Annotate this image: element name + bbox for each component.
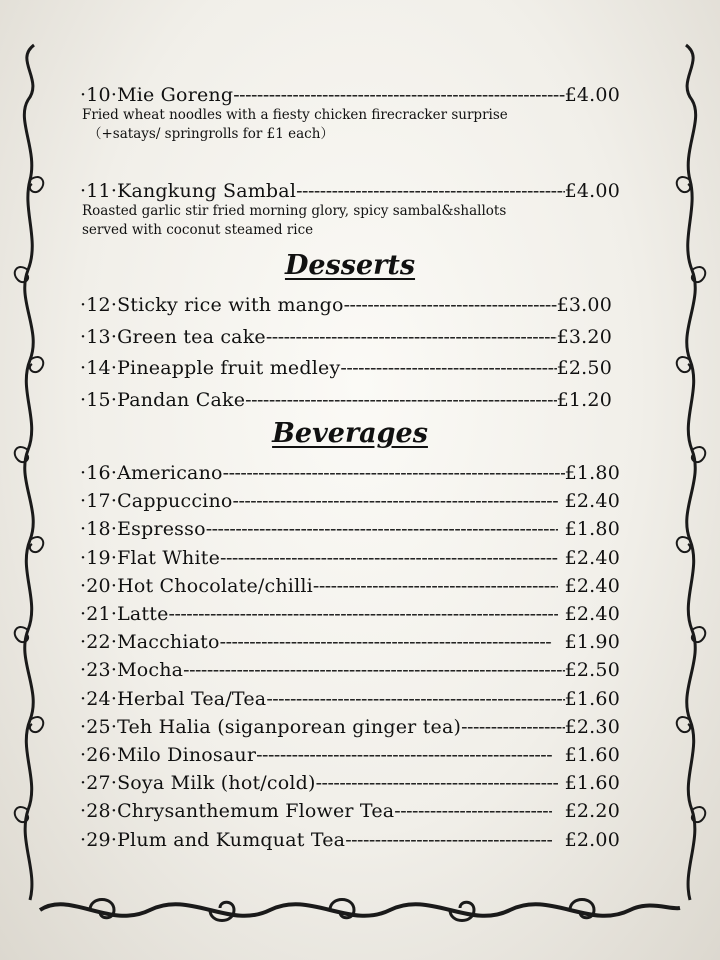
dot-leader — [183, 659, 564, 681]
item-price: £3.20 — [556, 325, 612, 348]
dot-leader — [245, 389, 556, 411]
menu-item-line — [80, 631, 620, 653]
item-name: Herbal Tea/Tea — [117, 687, 267, 710]
item-number: ·22· — [80, 631, 118, 654]
dot-leader — [220, 631, 552, 653]
item-price: £4.00 — [564, 180, 620, 202]
item-price: £1.80 — [558, 518, 620, 541]
item-price: £1.90 — [552, 631, 620, 654]
item-name: Flat White — [117, 546, 221, 569]
menu-item-line — [80, 326, 612, 348]
dot-leader — [316, 772, 559, 794]
menu-item — [80, 659, 620, 681]
dot-leader — [313, 575, 558, 597]
item-description: Roasted garlic stir fried morning glory, spicy sambal&shallots — [82, 203, 507, 219]
item-name: Plum and Kumquat Tea — [117, 828, 346, 851]
item-price: £2.40 — [558, 546, 620, 569]
menu-item-11 — [80, 180, 620, 240]
menu-item-line — [80, 518, 620, 540]
item-name: Green tea cake — [117, 325, 266, 348]
item-description: served with coconut steamed rice — [82, 222, 314, 238]
item-price: £2.40 — [558, 603, 620, 625]
item-name: Mie Goreng — [117, 84, 234, 106]
item-price: £2.30 — [564, 715, 620, 738]
item-number: ·27· — [80, 772, 118, 795]
item-name: Mocha — [117, 659, 184, 682]
dot-leader — [220, 547, 558, 569]
dot-leader — [296, 180, 564, 202]
item-description: Fried wheat noodles with a fiesty chicken firecracker surprise — [82, 107, 508, 123]
item-price: £1.20 — [556, 388, 612, 411]
dot-leader — [233, 490, 559, 512]
dot-leader — [256, 744, 552, 766]
item-number: ·26· — [80, 744, 118, 766]
item-price: £2.00 — [552, 828, 620, 851]
item-number: ·23· — [80, 659, 118, 682]
menu-item-line — [80, 357, 612, 379]
menu-item-line — [80, 547, 620, 569]
menu-item — [80, 603, 620, 625]
item-name: Hot Chocolate/chilli — [117, 574, 313, 597]
bottom-ornament-border — [30, 880, 690, 940]
menu-item — [80, 631, 620, 653]
item-name: Cappuccino — [117, 490, 233, 513]
item-name: Latte — [117, 603, 169, 625]
dot-leader — [340, 357, 556, 379]
item-number: ·28· — [80, 800, 118, 823]
item-name: Milo Dinosaur — [117, 744, 257, 766]
menu-item-line — [80, 84, 620, 106]
item-number: ·24· — [80, 687, 118, 710]
item-name: Americano — [117, 462, 223, 484]
item-price: £2.50 — [564, 659, 620, 682]
menu-item-line — [80, 462, 620, 484]
menu-item-line — [80, 294, 612, 316]
menu-item-line — [80, 603, 620, 625]
menu-item — [80, 462, 620, 484]
menu-item — [80, 389, 612, 411]
menu-item — [80, 575, 620, 597]
item-number: ·12· — [80, 294, 118, 316]
menu-item-line — [80, 180, 620, 202]
dot-leader — [394, 800, 552, 822]
item-number: ·19· — [80, 546, 118, 569]
item-number: ·10· — [80, 84, 118, 106]
item-name: Sticky rice with mango — [117, 294, 344, 316]
menu-item-line — [80, 659, 620, 681]
item-number: ·13· — [80, 325, 118, 348]
menu-item — [80, 744, 620, 766]
item-name: Pineapple fruit medley — [117, 357, 341, 379]
menu-item — [80, 688, 620, 710]
menu-item — [80, 547, 620, 569]
left-ornament-border — [4, 40, 54, 910]
menu-item-line — [80, 575, 620, 597]
menu-item — [80, 518, 620, 540]
dot-leader — [169, 603, 559, 625]
beverages-heading: Beverages — [272, 418, 428, 449]
menu-item-line — [80, 688, 620, 710]
menu-item-10 — [80, 84, 620, 144]
item-number: ·21· — [80, 603, 118, 625]
item-price: £3.00 — [556, 294, 612, 316]
menu-item-line — [80, 490, 620, 512]
item-number: ·18· — [80, 518, 118, 541]
item-number: ·17· — [80, 490, 118, 513]
menu-item — [80, 716, 620, 738]
menu-item — [80, 829, 620, 851]
item-name: Espresso — [117, 518, 206, 541]
item-name: Teh Halia (siganporean ginger tea) — [117, 715, 462, 738]
item-number: ·29· — [80, 828, 118, 851]
menu-item-line — [80, 716, 620, 738]
menu-item — [80, 357, 612, 379]
dot-leader — [266, 688, 564, 710]
item-price: £2.40 — [558, 490, 620, 513]
item-number: ·14· — [80, 357, 118, 379]
dot-leader — [461, 716, 564, 738]
item-name: Soya Milk (hot/cold) — [117, 772, 316, 795]
dot-leader — [345, 829, 552, 851]
menu-item — [80, 326, 612, 348]
item-number: ·20· — [80, 574, 118, 597]
item-price: £1.60 — [558, 772, 620, 795]
desserts-heading: Desserts — [284, 250, 416, 281]
item-name: Pandan Cake — [117, 388, 246, 411]
dot-leader — [206, 518, 559, 540]
item-name: Macchiato — [117, 631, 220, 654]
menu-item-line — [80, 829, 620, 851]
item-number: ·11· — [80, 180, 118, 202]
item-number: ·15· — [80, 388, 118, 411]
menu-item — [80, 772, 620, 794]
item-price: £1.60 — [564, 687, 620, 710]
item-price: £1.60 — [552, 744, 620, 766]
item-price: £4.00 — [564, 84, 620, 106]
menu-item — [80, 294, 612, 316]
menu-item-line — [80, 800, 620, 822]
item-price: £1.80 — [564, 462, 620, 484]
right-ornament-border — [666, 40, 716, 910]
dot-leader — [223, 462, 565, 484]
menu-item-line — [80, 772, 620, 794]
dot-leader — [344, 294, 557, 316]
item-price: £2.20 — [552, 800, 620, 823]
menu-item-line — [80, 744, 620, 766]
menu-item-line — [80, 389, 612, 411]
item-price: £2.50 — [556, 357, 612, 379]
item-price: £2.40 — [558, 574, 620, 597]
item-number: ·25· — [80, 715, 118, 738]
item-number: ·16· — [80, 462, 118, 484]
dot-leader — [233, 84, 564, 106]
item-description-extra: （+satays/ springrolls for £1 each） — [88, 126, 334, 142]
item-name: Chrysanthemum Flower Tea — [117, 800, 395, 823]
item-name: Kangkung Sambal — [117, 180, 297, 202]
menu-item — [80, 800, 620, 822]
dot-leader — [266, 326, 557, 348]
menu-item — [80, 490, 620, 512]
